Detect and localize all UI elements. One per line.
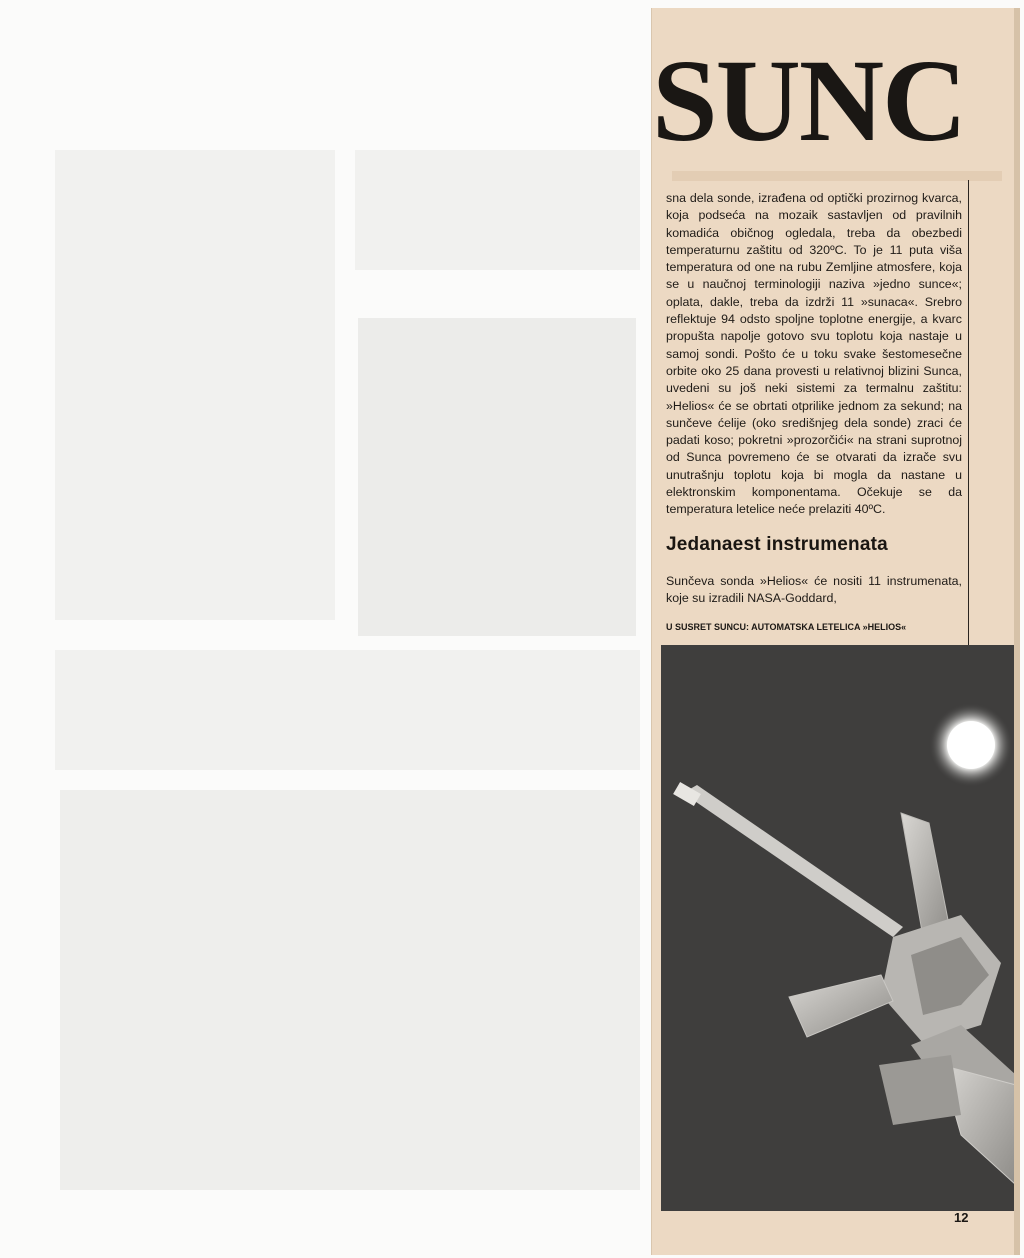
ghost-text-column — [355, 150, 640, 270]
section-subheading: Jedanaest instrumenata — [666, 534, 888, 555]
sun-glow — [929, 703, 1013, 787]
helios-probe-illustration — [661, 645, 1016, 1211]
ghost-photo — [60, 790, 640, 1190]
ghost-photo — [358, 318, 636, 636]
ghost-text-column — [55, 150, 335, 620]
headline: SUNC — [652, 46, 966, 156]
clipping-edge — [1014, 8, 1020, 1255]
faint-text-line — [672, 171, 1002, 181]
probe-photo — [661, 645, 1016, 1211]
ghost-text-block — [55, 650, 640, 770]
newspaper-clipping — [652, 8, 1020, 1255]
article-paragraph: Sunčeva sonda »Helios« će nositi 11 instrumenata, koje su izradili NASA-Goddard, — [666, 574, 962, 606]
column-rule — [968, 180, 969, 646]
article-paragraph: sna dela sonde, izrađena od optički prozirnog kvarca, koja podseća na mozaik sastavljen od pravilnih komadića običnog ogledala, treba da obezbedi temperaturnu zaštitu od 320ºC. To je 11 puta viša temperatura od one na rubu Zemljine atmosfere, koja se u naučnoj terminologiji naziva »jedno sunce«; oplata, dakle, treba da izdrži 11 »sunaca«. Srebro reflektuje 94 odsto spoljne toplotne energije, a kvarc propušta napolje gotovo svu toplotu koja nastaje u samoj sondi. Pošto će u toku svake šestomesečne orbite oko 25 dana provesti u relativnoj blizini Sunca, uvedeni su još neki sistemi za termalnu zaštitu: »Helios« će se obrtati otprilike jednom za sekund; na sunčeve ćelije (oko središnjeg dela sonde) zraci će padati koso; pokretni »prozorčići« na strani suprotnoj od Sunca povremeno će se otvarati da izrače svu unutrašnju toplotu koja bi mogla da nastane u elektronskim komponentama. Očekuje se da temperatura letelice neće prelaziti 40ºC. — [666, 191, 962, 517]
photo-caption: U SUSRET SUNCU: AUTOMATSKA LETELICA »HELIOS« — [666, 622, 907, 632]
page-number: 12 — [954, 1210, 969, 1225]
